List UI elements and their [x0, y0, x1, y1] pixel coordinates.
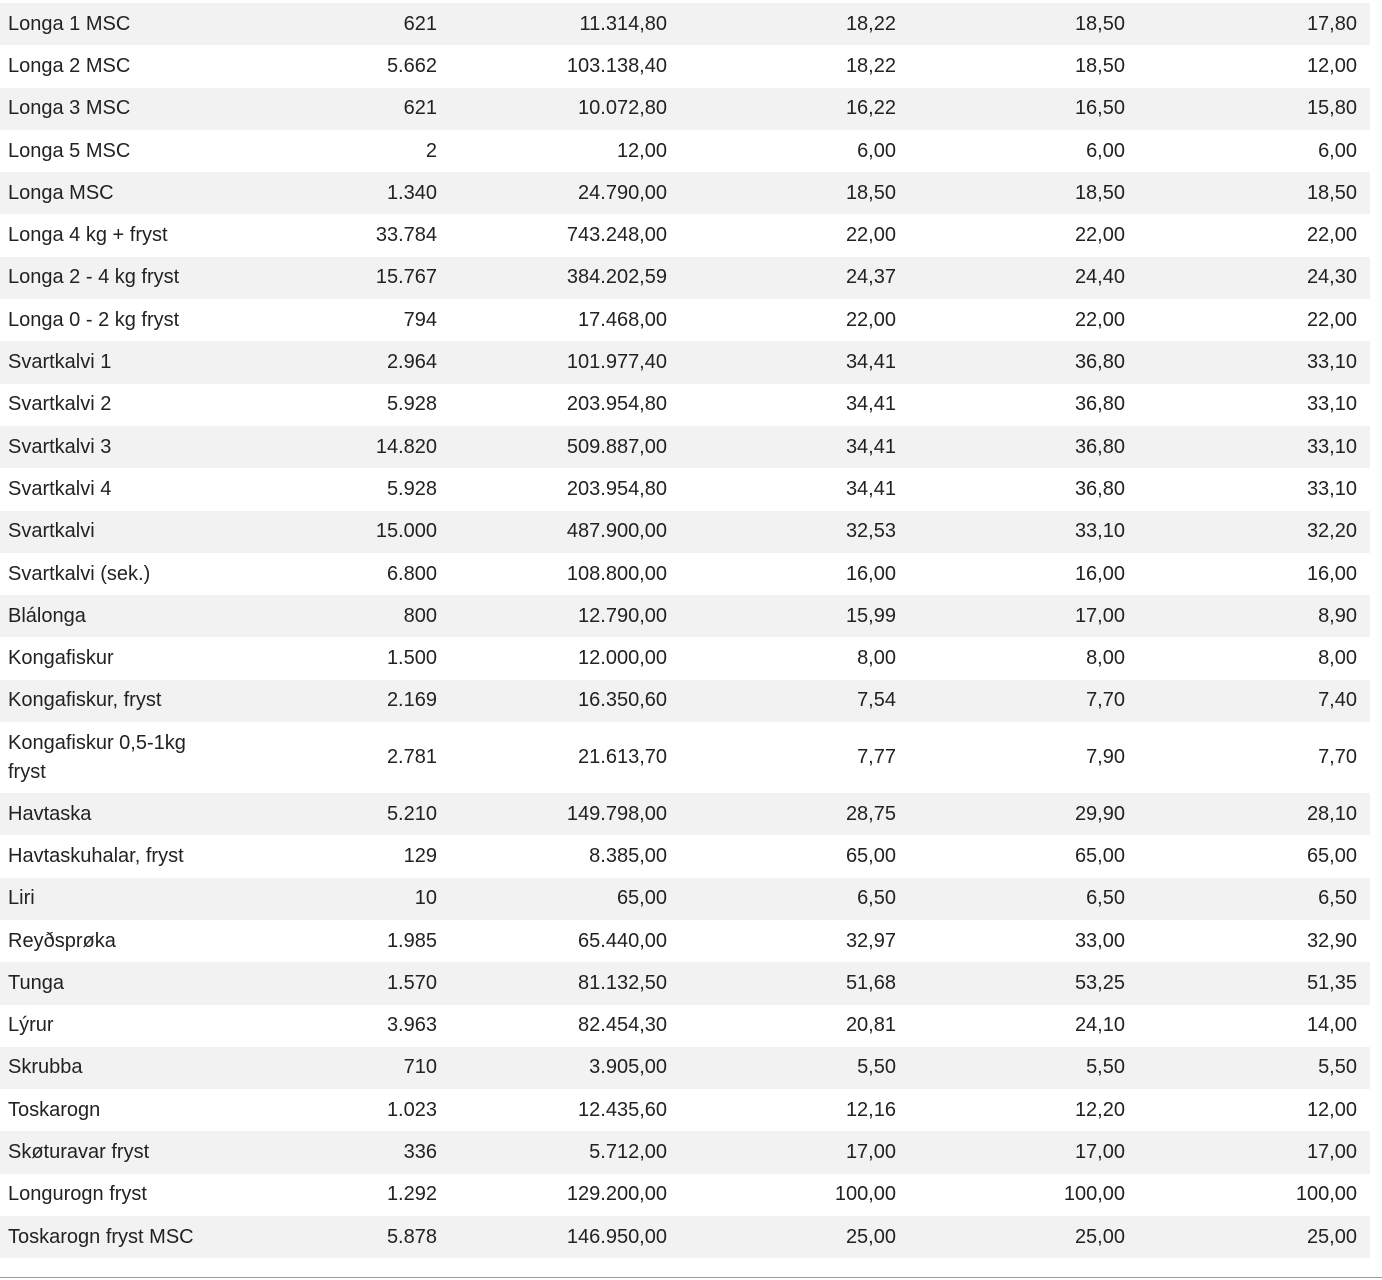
- product-name-cell: Lýrur: [8, 1014, 54, 1037]
- quantity-cell: 336: [403, 1141, 437, 1164]
- low-price-cell: 14,00: [1306, 1014, 1357, 1037]
- quantity-cell: 1.570: [386, 971, 437, 994]
- table-row: [0, 257, 1370, 299]
- table-row: [0, 793, 1370, 835]
- low-price-cell: 6,00: [1318, 139, 1357, 162]
- low-price-cell: 22,00: [1306, 308, 1357, 331]
- table-row: [0, 1174, 1370, 1216]
- product-name-cell: Kongafiskur 0,5-1kg fryst: [8, 731, 186, 783]
- table-row: [0, 962, 1370, 1004]
- average-price-cell: 22,00: [845, 224, 896, 247]
- quantity-cell: 1.023: [386, 1098, 437, 1121]
- product-name-cell: Kongafiskur: [8, 647, 114, 670]
- low-price-cell: 32,20: [1306, 520, 1357, 543]
- table-bottom-divider: [0, 1277, 1382, 1278]
- total-value-cell: 11.314,80: [579, 12, 667, 35]
- table-row: [0, 1089, 1370, 1131]
- quantity-cell: 129: [403, 844, 437, 867]
- quantity-cell: 800: [403, 604, 437, 627]
- table-row: [0, 1005, 1370, 1047]
- average-price-cell: 5,50: [857, 1056, 896, 1079]
- product-name-cell: Longa 4 kg + fryst: [8, 224, 168, 247]
- product-name-cell: Toskarogn fryst MSC: [8, 1225, 194, 1248]
- low-price-cell: 12,00: [1306, 1098, 1357, 1121]
- price-table: [0, 3, 1370, 1258]
- low-price-cell: 100,00: [1295, 1183, 1357, 1206]
- low-price-cell: 12,00: [1306, 54, 1357, 77]
- low-price-cell: 16,00: [1306, 562, 1357, 585]
- product-name-cell: Svartkalvi 1: [8, 351, 112, 374]
- total-value-cell: 17.468,00: [578, 308, 667, 331]
- quantity-cell: 1.985: [386, 929, 437, 952]
- total-value-cell: 12.435,60: [578, 1098, 667, 1121]
- high-price-cell: 6,00: [1086, 139, 1125, 162]
- table-row: [0, 45, 1370, 87]
- quantity-cell: 5.662: [386, 54, 437, 77]
- quantity-cell: 794: [403, 308, 437, 331]
- product-name-cell: Longa 1 MSC: [8, 12, 131, 35]
- product-name-cell: Longa 0 - 2 kg fryst: [8, 308, 180, 331]
- average-price-cell: 24,37: [845, 266, 896, 289]
- low-price-cell: 33,10: [1306, 393, 1357, 416]
- product-name-cell: Liri: [8, 887, 35, 910]
- product-name-cell: Longa 2 MSC: [8, 54, 131, 77]
- average-price-cell: 32,97: [845, 929, 896, 952]
- low-price-cell: 65,00: [1306, 844, 1357, 867]
- high-price-cell: 24,40: [1074, 266, 1125, 289]
- high-price-cell: 24,10: [1074, 1014, 1125, 1037]
- average-price-cell: 12,16: [845, 1098, 896, 1121]
- product-name-cell: Havtaskuhalar, fryst: [8, 844, 184, 867]
- table-row: [0, 1216, 1370, 1258]
- low-price-cell: 33,10: [1306, 351, 1357, 374]
- low-price-cell: 17,80: [1306, 12, 1357, 35]
- low-price-cell: 7,40: [1318, 689, 1357, 712]
- total-value-cell: 3.905,00: [589, 1056, 667, 1079]
- low-price-cell: 33,10: [1306, 477, 1357, 500]
- high-price-cell: 7,70: [1086, 689, 1125, 712]
- high-price-cell: 100,00: [1063, 1183, 1125, 1206]
- quantity-cell: 710: [403, 1056, 437, 1079]
- high-price-cell: 7,90: [1086, 746, 1125, 769]
- average-price-cell: 16,22: [845, 97, 896, 120]
- product-name-cell: Svartkalvi (sek.): [8, 562, 151, 585]
- low-price-cell: 24,30: [1306, 266, 1357, 289]
- high-price-cell: 65,00: [1074, 844, 1125, 867]
- high-price-cell: 5,50: [1086, 1056, 1125, 1079]
- average-price-cell: 34,41: [845, 393, 896, 416]
- low-price-cell: 51,35: [1306, 971, 1357, 994]
- low-price-cell: 18,50: [1306, 181, 1357, 204]
- high-price-cell: 18,50: [1074, 181, 1125, 204]
- product-name-cell: Tunga: [8, 971, 64, 994]
- quantity-cell: 6.800: [386, 562, 437, 585]
- average-price-cell: 6,50: [857, 887, 896, 910]
- low-price-cell: 7,70: [1318, 746, 1357, 769]
- quantity-cell: 15.767: [375, 266, 437, 289]
- high-price-cell: 36,80: [1074, 435, 1125, 458]
- table-row: [0, 1131, 1370, 1173]
- table-row: [0, 637, 1370, 679]
- quantity-cell: 621: [403, 97, 437, 120]
- high-price-cell: 18,50: [1074, 12, 1125, 35]
- product-name-cell: Reyðsprøka: [8, 929, 116, 952]
- total-value-cell: 384.202,59: [566, 266, 667, 289]
- total-value-cell: 5.712,00: [589, 1141, 667, 1164]
- average-price-cell: 28,75: [845, 802, 896, 825]
- low-price-cell: 6,50: [1318, 887, 1357, 910]
- total-value-cell: 146.950,00: [566, 1225, 667, 1248]
- total-value-cell: 21.613,70: [578, 746, 667, 769]
- high-price-cell: 36,80: [1074, 393, 1125, 416]
- high-price-cell: 17,00: [1074, 604, 1125, 627]
- high-price-cell: 33,10: [1074, 520, 1125, 543]
- product-name-cell: Kongafiskur, fryst: [8, 689, 162, 712]
- quantity-cell: 1.340: [386, 181, 437, 204]
- total-value-cell: 509.887,00: [566, 435, 667, 458]
- high-price-cell: 18,50: [1074, 54, 1125, 77]
- quantity-cell: 1.292: [386, 1183, 437, 1206]
- total-value-cell: 203.954,80: [566, 477, 667, 500]
- product-name-cell: Skrubba: [8, 1056, 83, 1079]
- quantity-cell: 621: [403, 12, 437, 35]
- table-row: [0, 920, 1370, 962]
- quantity-cell: 10: [414, 887, 437, 910]
- high-price-cell: 53,25: [1074, 971, 1125, 994]
- table-row: [0, 299, 1370, 341]
- quantity-cell: 3.963: [386, 1014, 437, 1037]
- product-name-cell: Toskarogn: [8, 1098, 101, 1121]
- product-name-cell: Havtaska: [8, 802, 92, 825]
- product-name-cell: Svartkalvi 4: [8, 477, 112, 500]
- total-value-cell: 65.440,00: [578, 929, 667, 952]
- low-price-cell: 17,00: [1306, 1141, 1357, 1164]
- low-price-cell: 25,00: [1306, 1225, 1357, 1248]
- total-value-cell: 203.954,80: [566, 393, 667, 416]
- total-value-cell: 103.138,40: [566, 54, 667, 77]
- table-row: [0, 722, 1370, 793]
- average-price-cell: 25,00: [845, 1225, 896, 1248]
- average-price-cell: 34,41: [845, 477, 896, 500]
- product-name-cell: Longurogn fryst: [8, 1183, 147, 1206]
- quantity-cell: 2.781: [386, 746, 437, 769]
- total-value-cell: 487.900,00: [566, 520, 667, 543]
- total-value-cell: 149.798,00: [566, 802, 667, 825]
- table-row: [0, 384, 1370, 426]
- product-name-cell: Svartkalvi: [8, 520, 95, 543]
- average-price-cell: 8,00: [857, 647, 896, 670]
- total-value-cell: 12.790,00: [578, 604, 667, 627]
- quantity-cell: 2: [425, 139, 437, 162]
- high-price-cell: 8,00: [1086, 647, 1125, 670]
- total-value-cell: 12.000,00: [578, 647, 667, 670]
- quantity-cell: 5.928: [386, 393, 437, 416]
- total-value-cell: 24.790,00: [578, 181, 667, 204]
- table-row: [0, 680, 1370, 722]
- total-value-cell: 101.977,40: [566, 351, 667, 374]
- total-value-cell: 108.800,00: [566, 562, 667, 585]
- table-row: [0, 130, 1370, 172]
- product-name-cell: Blálonga: [8, 604, 86, 627]
- average-price-cell: 65,00: [845, 844, 896, 867]
- product-name-cell: Svartkalvi 2: [8, 393, 112, 416]
- high-price-cell: 36,80: [1074, 351, 1125, 374]
- table-row: [0, 878, 1370, 920]
- average-price-cell: 34,41: [845, 435, 896, 458]
- high-price-cell: 17,00: [1074, 1141, 1125, 1164]
- total-value-cell: 82.454,30: [578, 1014, 667, 1037]
- high-price-cell: 25,00: [1074, 1225, 1125, 1248]
- average-price-cell: 6,00: [857, 139, 896, 162]
- average-price-cell: 7,77: [857, 746, 896, 769]
- total-value-cell: 12,00: [616, 139, 667, 162]
- average-price-cell: 51,68: [845, 971, 896, 994]
- product-name-cell: Longa 5 MSC: [8, 139, 131, 162]
- average-price-cell: 100,00: [834, 1183, 896, 1206]
- high-price-cell: 22,00: [1074, 308, 1125, 331]
- total-value-cell: 8.385,00: [589, 844, 667, 867]
- average-price-cell: 7,54: [857, 689, 896, 712]
- table-row: [0, 341, 1370, 383]
- table-row: [0, 88, 1370, 130]
- low-price-cell: 5,50: [1318, 1056, 1357, 1079]
- table-row: [0, 172, 1370, 214]
- low-price-cell: 8,90: [1318, 604, 1357, 627]
- price-table-container: [0, 3, 1370, 1258]
- quantity-cell: 5.928: [386, 477, 437, 500]
- total-value-cell: 16.350,60: [578, 689, 667, 712]
- average-price-cell: 22,00: [845, 308, 896, 331]
- quantity-cell: 15.000: [375, 520, 437, 543]
- average-price-cell: 18,22: [845, 12, 896, 35]
- high-price-cell: 12,20: [1074, 1098, 1125, 1121]
- quantity-cell: 14.820: [375, 435, 437, 458]
- table-row: [0, 511, 1370, 553]
- high-price-cell: 22,00: [1074, 224, 1125, 247]
- average-price-cell: 16,00: [845, 562, 896, 585]
- average-price-cell: 20,81: [845, 1014, 896, 1037]
- total-value-cell: 743.248,00: [566, 224, 667, 247]
- total-value-cell: 10.072,80: [578, 97, 667, 120]
- product-name-cell: Longa 3 MSC: [8, 97, 131, 120]
- product-name-cell: Skøturavar fryst: [8, 1141, 150, 1164]
- average-price-cell: 32,53: [845, 520, 896, 543]
- average-price-cell: 15,99: [845, 604, 896, 627]
- average-price-cell: 17,00: [845, 1141, 896, 1164]
- table-row: [0, 595, 1370, 637]
- quantity-cell: 5.210: [386, 802, 437, 825]
- product-name-cell: Longa 2 - 4 kg fryst: [8, 266, 180, 289]
- low-price-cell: 28,10: [1306, 802, 1357, 825]
- quantity-cell: 5.878: [386, 1225, 437, 1248]
- quantity-cell: 1.500: [386, 647, 437, 670]
- total-value-cell: 129.200,00: [566, 1183, 667, 1206]
- table-row: [0, 553, 1370, 595]
- high-price-cell: 16,00: [1074, 562, 1125, 585]
- average-price-cell: 18,22: [845, 54, 896, 77]
- table-row: [0, 3, 1370, 45]
- total-value-cell: 81.132,50: [578, 971, 667, 994]
- average-price-cell: 34,41: [845, 351, 896, 374]
- quantity-cell: 2.169: [386, 689, 437, 712]
- low-price-cell: 22,00: [1306, 224, 1357, 247]
- table-row: [0, 468, 1370, 510]
- table-row: [0, 1047, 1370, 1089]
- table-row: [0, 426, 1370, 468]
- high-price-cell: 33,00: [1074, 929, 1125, 952]
- low-price-cell: 32,90: [1306, 929, 1357, 952]
- price-table-body: [0, 3, 1370, 1258]
- table-row: [0, 214, 1370, 256]
- table-row: [0, 835, 1370, 877]
- low-price-cell: 33,10: [1306, 435, 1357, 458]
- high-price-cell: 6,50: [1086, 887, 1125, 910]
- total-value-cell: 65,00: [616, 887, 667, 910]
- quantity-cell: 33.784: [375, 224, 437, 247]
- product-name-cell: Svartkalvi 3: [8, 435, 112, 458]
- high-price-cell: 36,80: [1074, 477, 1125, 500]
- product-name-cell: Longa MSC: [8, 181, 114, 204]
- average-price-cell: 18,50: [845, 181, 896, 204]
- low-price-cell: 8,00: [1318, 647, 1357, 670]
- high-price-cell: 16,50: [1074, 97, 1125, 120]
- high-price-cell: 29,90: [1074, 802, 1125, 825]
- quantity-cell: 2.964: [386, 351, 437, 374]
- low-price-cell: 15,80: [1306, 97, 1357, 120]
